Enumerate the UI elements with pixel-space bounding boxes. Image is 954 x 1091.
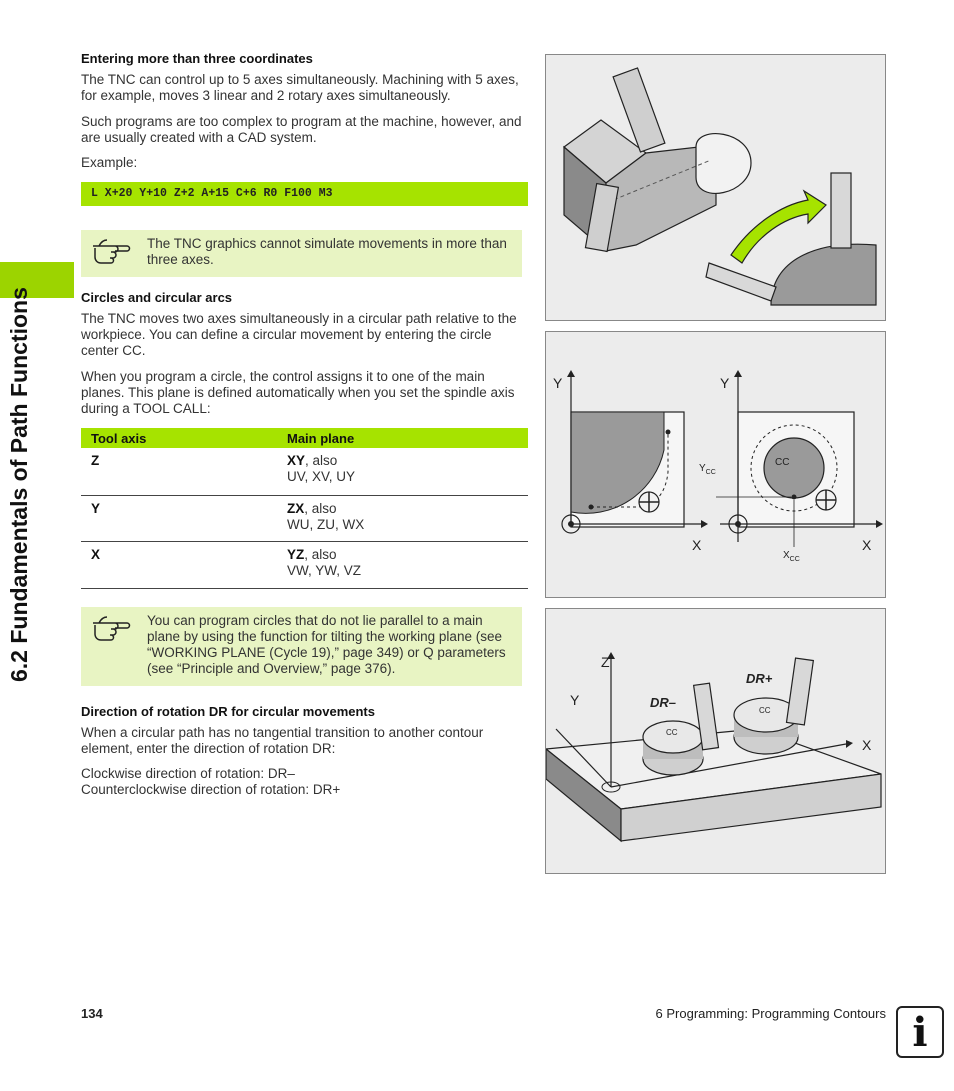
- plane-also: , also: [304, 500, 337, 516]
- plane-also: , also: [305, 453, 338, 468]
- heading-direction: Direction of rotation DR for circular movements: [81, 704, 375, 719]
- para-main-planes: When you program a circle, the control assigns it to one of the main planes. This plane is defined automatically when you set the spindle axis during a TOOL CALL:: [81, 369, 515, 416]
- axis-label-y: Y: [720, 375, 730, 391]
- xcc-label: [783, 550, 800, 563]
- plane-alternatives: WU, ZU, WX: [287, 516, 365, 532]
- page-number: 134: [81, 1006, 103, 1021]
- heading-more-coordinates: Entering more than three coordinates: [81, 51, 313, 66]
- axis-label-y: Y: [553, 375, 563, 391]
- note-tilting-text: You can program circles that do not lie parallel to a main plane by using the function for tilting the working plane (see “WORKING PLANE (Cycle 19),” page 349) or Q parameters (see “Principle and Overview,” page 376).: [147, 613, 506, 676]
- plane-name: ZX: [287, 500, 305, 516]
- note-graphics: [81, 230, 522, 277]
- heading-circles: Circles and circular arcs: [81, 290, 233, 305]
- axis-plane-table: [81, 428, 528, 589]
- table-cell-axis: X: [81, 541, 277, 588]
- axis-label-x: X: [692, 537, 702, 553]
- cc-label: CC: [775, 457, 790, 468]
- chapter-footer: 6 Programming: Programming Contours: [655, 1006, 886, 1021]
- table-cell-axis: Z: [81, 448, 277, 495]
- para-direction: When a circular path has no tangential transition to another contour element, enter the direction of rotation DR:: [81, 725, 484, 756]
- table-row: [81, 448, 528, 495]
- ycc-sub: CC: [705, 469, 716, 476]
- table-row: [81, 541, 528, 588]
- plane-also: , also: [304, 546, 337, 562]
- table-cell-axis: Y: [81, 495, 277, 541]
- ycc-main: Y: [699, 463, 706, 474]
- table-header: Tool axis: [81, 428, 277, 448]
- figure-circle-center: [545, 331, 886, 598]
- table-row: [81, 495, 528, 541]
- direction-rotation-illustration: [546, 609, 886, 874]
- axis-label-y: Y: [570, 692, 580, 708]
- table-cell-plane: [277, 448, 528, 495]
- line-clockwise: Clockwise direction of rotation: DR–: [81, 766, 295, 781]
- xcc-main: X: [783, 550, 790, 561]
- dr-minus-label: DR–: [650, 695, 677, 710]
- axis-label-z: Z: [601, 654, 610, 670]
- table-header-row: [81, 428, 528, 448]
- info-icon: i: [896, 1006, 944, 1058]
- para-5-axes: The TNC can control up to 5 axes simultaneously. Machining with 5 axes, for example, moves 3 linear and 2 rotary axes simultaneously.: [81, 72, 519, 103]
- cc-label: CC: [666, 728, 678, 737]
- five-axis-illustration: [546, 55, 886, 321]
- axis-label-x: X: [862, 737, 872, 753]
- circle-center-illustration: [546, 332, 886, 598]
- table-header: Main plane: [277, 428, 528, 448]
- para-cad: Such programs are too complex to program at the machine, however, and are usually created with a CAD system.: [81, 114, 522, 145]
- table-cell-plane: [277, 495, 528, 541]
- ycc-label: [699, 463, 716, 476]
- axis-label-x: X: [862, 537, 872, 553]
- hand-pointing-icon: [91, 615, 131, 641]
- figure-direction-rotation: [545, 608, 886, 874]
- xcc-sub: CC: [789, 556, 800, 563]
- chapter-side-title: 6.2 Fundamentals of Path Functions: [6, 287, 32, 682]
- plane-name: YZ: [287, 546, 305, 562]
- table-cell-plane: [277, 541, 528, 588]
- plane-name: XY: [287, 453, 306, 468]
- plane-alternatives: UV, XV, UY: [287, 469, 356, 484]
- hand-pointing-icon: [91, 238, 131, 264]
- example-label: Example:: [81, 155, 138, 170]
- para-circle-center: The TNC moves two axes simultaneously in a circular path relative to the workpiece. You can define a circular movement by entering the circle center CC.: [81, 311, 517, 358]
- cc-label: CC: [759, 706, 771, 715]
- plane-alternatives: VW, YW, VZ: [287, 562, 362, 578]
- figure-5-axis: [545, 54, 886, 321]
- line-counterclockwise: Counterclockwise direction of rotation: DR+: [81, 782, 341, 797]
- note-tilting: [81, 607, 522, 686]
- nc-code-line: L X+20 Y+10 Z+2 A+15 C+6 R0 F100 M3: [81, 182, 528, 206]
- dr-plus-label: DR+: [746, 671, 773, 686]
- note-graphics-text: The TNC graphics cannot simulate movements in more than three axes.: [147, 236, 507, 267]
